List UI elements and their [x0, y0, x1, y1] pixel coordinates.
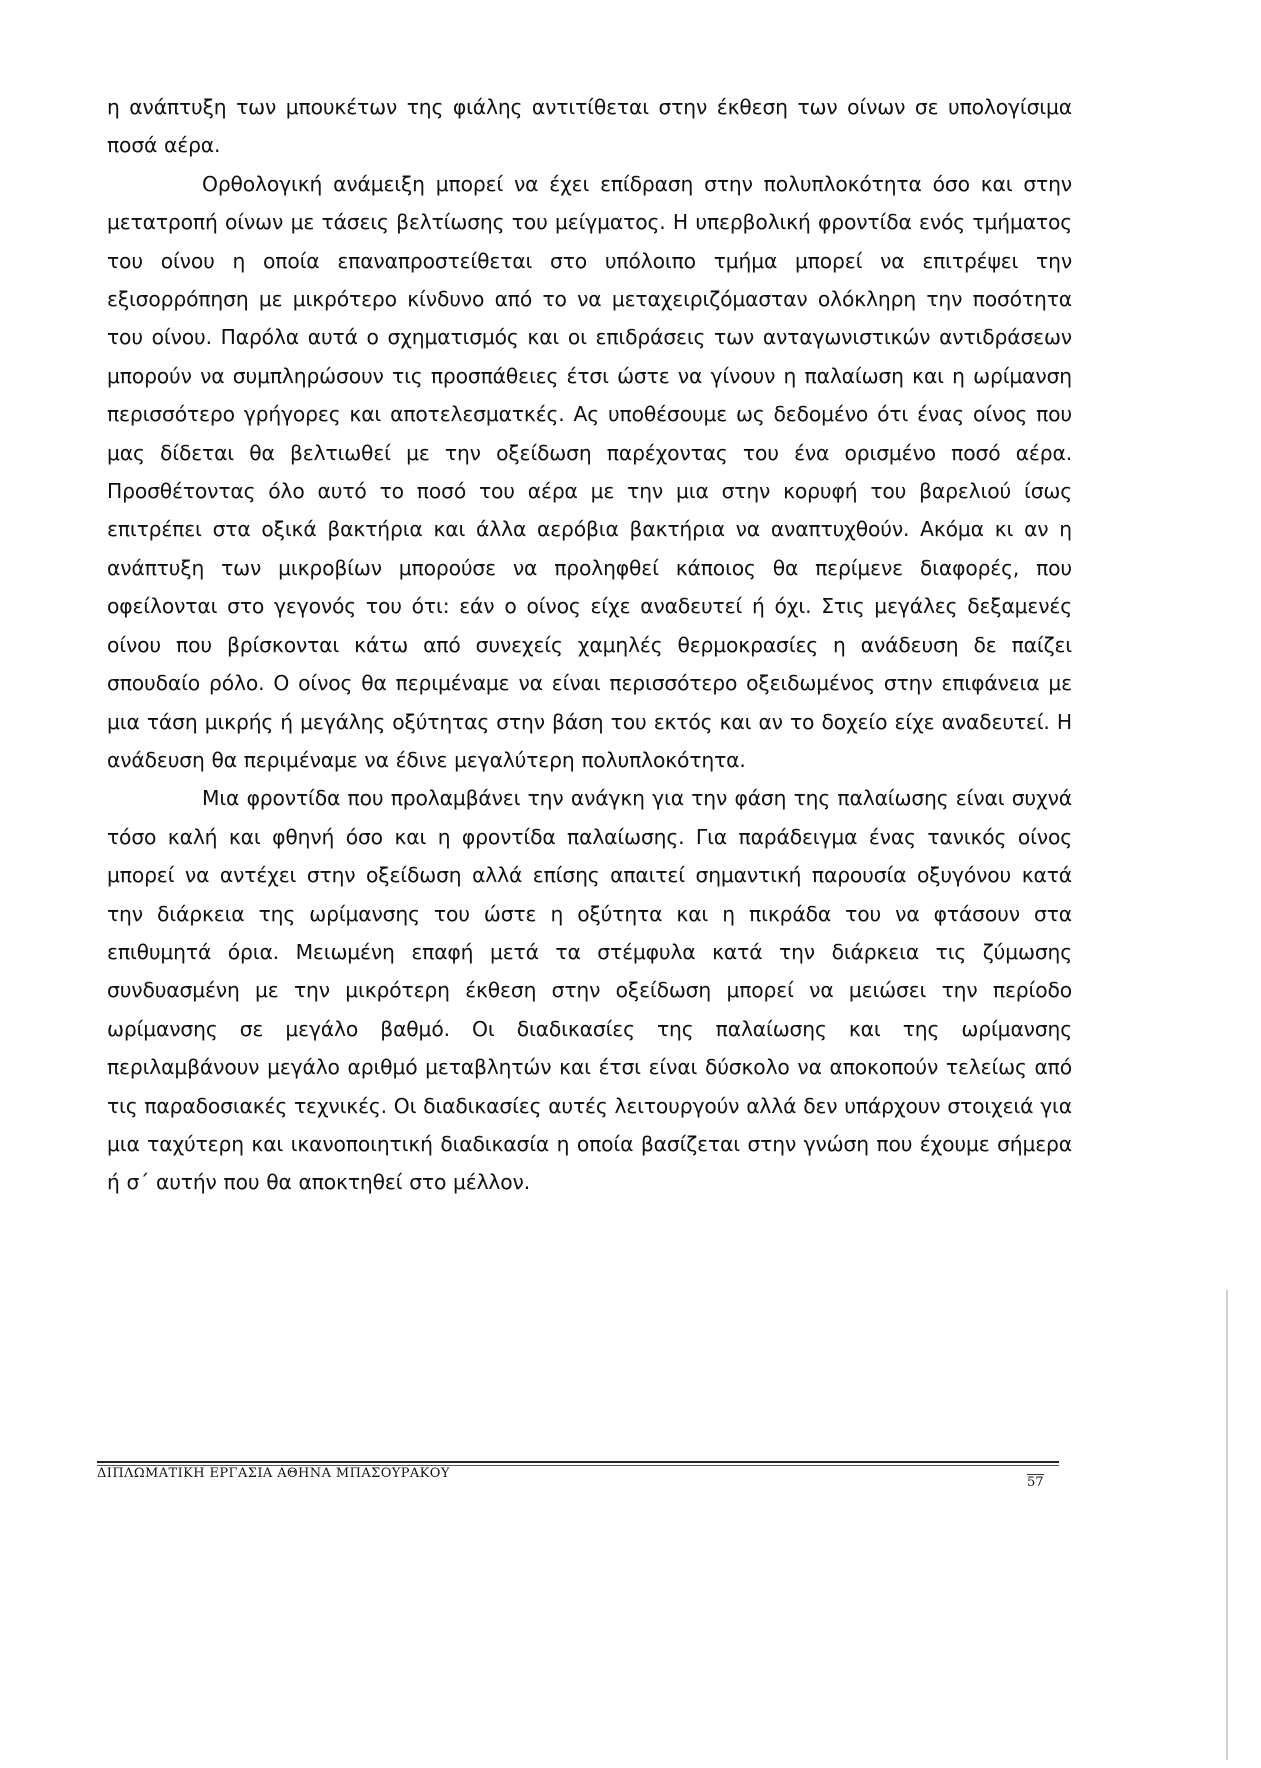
footer-rule — [97, 1461, 1059, 1463]
page-number: 57 — [1027, 1475, 1044, 1490]
paragraph-3-text: Μια φροντίδα που προλαμβάνει την ανάγκη για την φάση της παλαίωσης είναι συχνά τόσο καλή και φθηνή όσο και η φροντίδα παλαίωσης. Για παράδειγμα ένας τανικός οίνος μπορεί να αντέχει στην οξείδωση αλλά επίσης απαιτεί σημαντική παρουσία οξυγόνου κατά την διάρκεια της ωρίμανσης του ώστε η οξύτητα και η πικράδα του να φτάσουν στα επιθυμητά όρια. Μειωμένη επαφή μετά τα στέμφυλα κατά την διάρκεια τις ζύμωσης συνδυασμένη με την μικρότερη έκθεση στην οξείδωση μπορεί να μειώσει την περίοδο ωρίμανσης σε μεγάλο βαθμό. Οι διαδικασίες της παλαίωσης και της ωρίμανσης περιλαμβάνουν μεγάλο αριθμό μεταβλητών και έτσι είναι δύσκολο να αποκοπούν τελείως από τις παραδοσιακές τεχνικές. Οι διαδικασίες αυτές λειτουργούν αλλά δεν υπάρχουν στοιχειά για μια ταχύτερη και ικανοποιητική διαδικασία η οποία βασίζεται στην γνώση που έχουμε σήμερα ή σ΄ αυτήν που θα αποκτηθεί στο μέλλον. — [107, 786, 1072, 1195]
scan-edge-line — [1226, 1290, 1228, 1760]
body-text — [107, 88, 1072, 1202]
paragraph-1-text: η ανάπτυξη των μπουκέτων της φιάλης αντιτίθεται στην έκθεση των οίνων σε υπολογίσιμα ποσά αέρα. — [107, 95, 1072, 158]
paragraph-1 — [107, 88, 1072, 165]
paragraph-2 — [107, 165, 1072, 780]
paragraph-3 — [107, 779, 1072, 1201]
paragraph-2-text: Ορθολογική ανάμειξη μπορεί να έχει επίδραση στην πολυπλοκότητα όσο και στην μετατροπή οίνων με τάσεις βελτίωσης του μείγματος. Η υπερβολική φροντίδα ενός τμήματος του οίνου η οποία επαναπροστείθεται στο υπόλοιπο τμήμα μπορεί να επιτρέψει την εξισορρόπηση με μικρότερο κίνδυνο από το να μεταχειριζόμασταν ολόκληρη την ποσότητα του οίνου. Παρόλα αυτά ο σχηματισμός και οι επιδράσεις των ανταγωνιστικών αντιδράσεων μπορούν να συμπληρώσουν τις προσπάθειες έτσι ώστε να γίνουν η παλαίωση και η ωρίμανση περισσότερο γρήγορες και αποτελεσματκές. Ας υποθέσουμε ως δεδομένο ότι ένας οίνος που μας δίδεται θα βελτιωθεί με την οξείδωση παρέχοντας του ένα ορισμένο ποσό αέρα. Προσθέτοντας όλο αυτό το ποσό του αέρα με την μια στην κορυφή του βαρελιού ίσως επιτρέπει στα οξικά βακτήρια και άλλα αερόβια βακτήρια να αναπτυχθούν. Ακόμα κι αν η ανάπτυξη των μικροβίων μπορούσε να προληφθεί κάποιος θα περίμενε διαφορές, που οφείλονται στο γεγονός του ότι: εάν ο οίνος είχε αναδευτεί ή όχι. Στις μεγάλες δεξαμενές οίνου που βρίσκονται κάτω από συνεχείς χαμηλές θερμοκρασίες η ανάδευση δε παίζει σπουδαίο ρόλο. Ο οίνος θα περιμέναμε να είναι περισσότερο οξειδωμένος στην επιφάνεια με μια τάση μικρής ή μεγάλης οξύτητας στην βάση του εκτός και αν το δοχείο είχε αναδευτεί. Η ανάδευση θα περιμέναμε να έδινε μεγαλύτερη πολυπλοκότητα. — [107, 171, 1072, 772]
footer-label: ΔΙΠΛΩΜΑΤΙΚΗ ΕΡΓΑΣΙΑ ΑΘΗΝΑ ΜΠΑΣΟΥΡΑΚΟΥ — [97, 1466, 450, 1481]
